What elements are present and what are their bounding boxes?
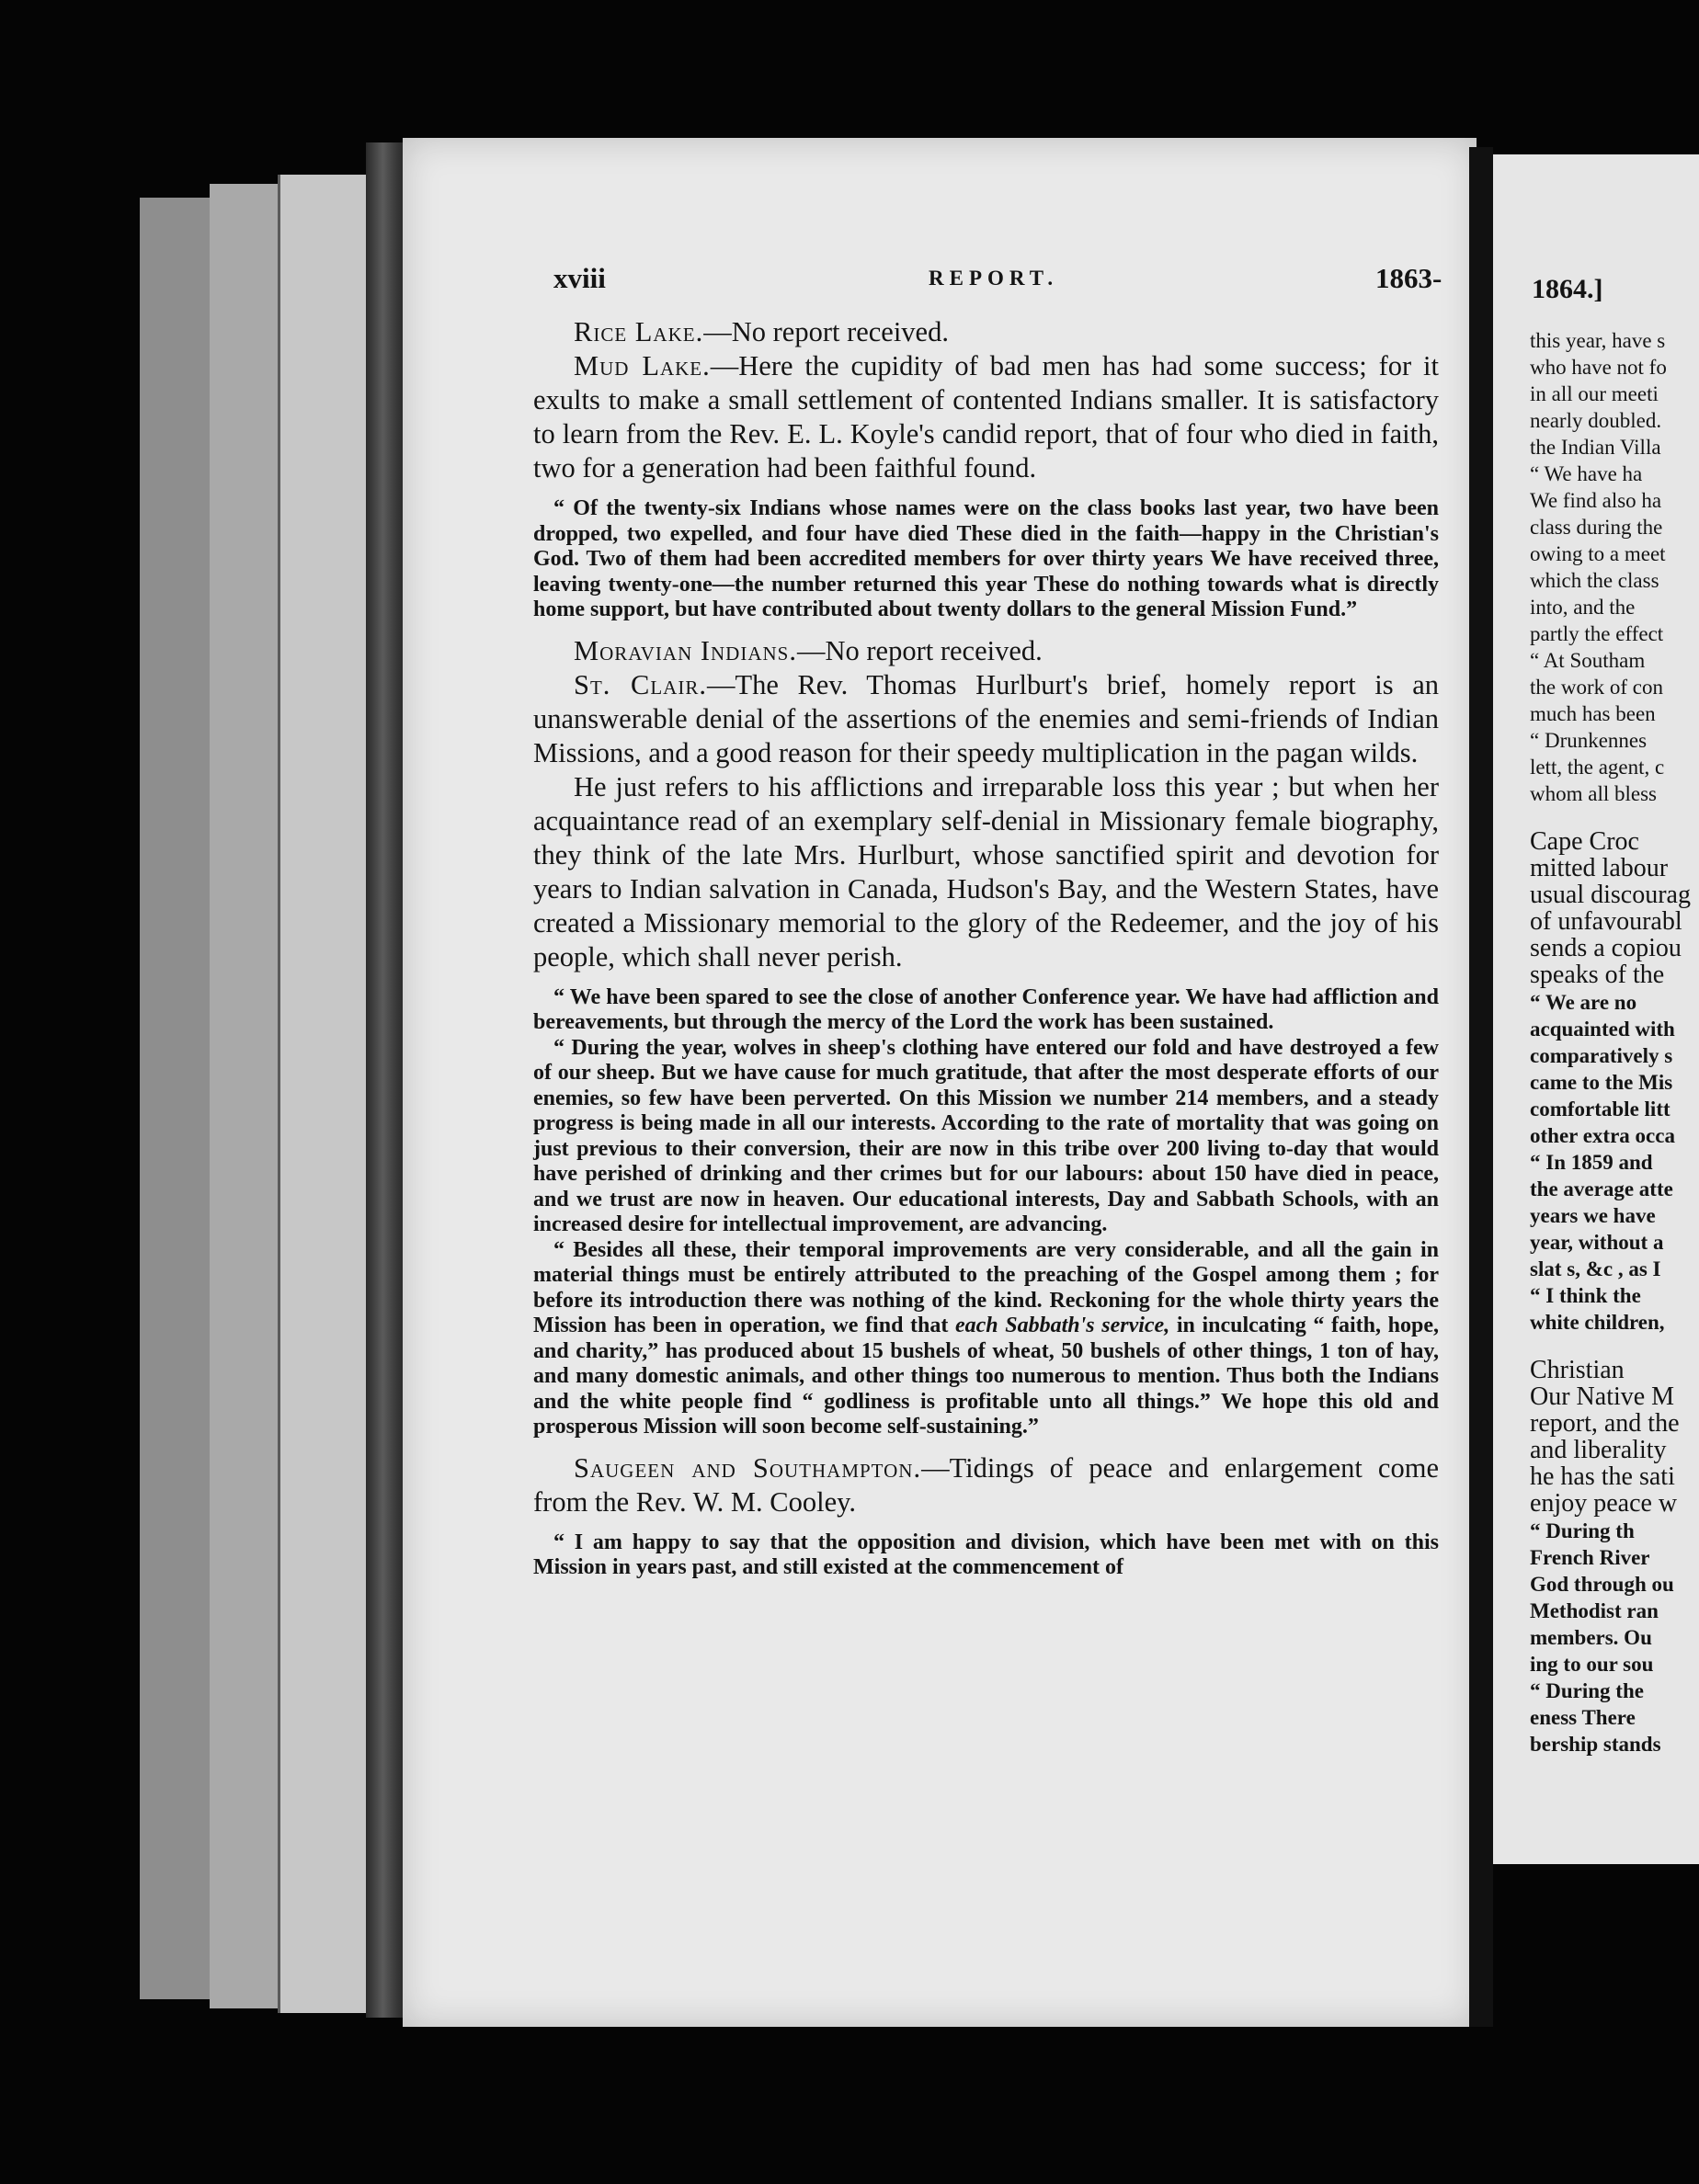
right-page-line: “ At Southam [1530, 649, 1646, 672]
book-edge-middle [210, 184, 278, 2008]
right-page [1493, 154, 1699, 1864]
main-text [533, 315, 1439, 1581]
page-year: 1863- [1375, 262, 1442, 294]
mud-lake-text: —Here the cupidity of bad men has had some success; for it exults to make a small settlement of contented Indians smaller. It is satisfactory to learn from the Rev. E. L. Koyle's candid report, that of four who died in faith, two for a generation had been faithful found. [533, 350, 1439, 483]
right-page-line: he has the sati [1530, 1462, 1675, 1491]
right-page-line: lett, the agent, c [1530, 756, 1665, 779]
right-page-line: whom all bless [1530, 782, 1657, 805]
right-page-line: comparatively s [1530, 1044, 1673, 1067]
mud-lake-quote: “ Of the twenty-six Indians whose names were on the class books last year, two have been dropped, two expelled, and four have died These died in the faith—happy in the Christian's God. Two of them had been accredited members for over thirty years We have received three, leaving twenty-one—the number returned this year These do nothing towards what is directly home support, but have contributed about twenty dollars to the general Mission Fund.” [533, 496, 1439, 621]
right-page-line: report, and the [1530, 1409, 1680, 1438]
saugeen-text: —Tidings of peace and enlargement come from the Rev. W. M. Cooley. [533, 1451, 1439, 1518]
right-page-line: partly the effect [1530, 622, 1664, 645]
right-page-line: and liberality [1530, 1436, 1667, 1464]
right-page-line: other extra occa [1530, 1124, 1675, 1147]
right-page-lines-1 [1530, 327, 1699, 807]
mud-lake-paragraph [533, 349, 1439, 485]
right-page-line: members. Ou [1530, 1626, 1652, 1649]
right-page-line: God through ou [1530, 1573, 1674, 1596]
st-clair-text: —The Rev. Thomas Hurlburt's brief, homely report is an unanswerable denial of the assertions of the enemies and semi-friends of Indian Missions, and a good reason for their speedy multiplication in the pagan wilds. [533, 668, 1439, 768]
right-page-line: slat s, &c , as I [1530, 1257, 1661, 1280]
right-page-line: usual discourag [1530, 881, 1691, 909]
st-clair-quote-2: “ During the year, wolves in sheep's clothing have entered our fold and have destroyed a few of our sheep. But we have cause for much gratitude, that after the most desperate efforts of our enemies, so few have been perverted. On this Mission we number 214 members, and a steady progress is being made in all our interests. According to the rate of mortality that was going on just previous to their conversion, their are now in this tribe over 200 living to-day that would have perished of drinking and ther crimes but for our labours: about 150 have died in peace, and we trust are now in heaven. Our educational interests, Day and Sabbath Schools, with an increased desire for intellectual improvement, are advancing. [533, 1035, 1439, 1236]
saugeen-title: Saugeen and Southampton. [574, 1451, 922, 1484]
right-page-line: which the class [1530, 569, 1659, 592]
right-page-line: speaks of the [1530, 961, 1665, 989]
right-page-line: nearly doubled. [1530, 409, 1662, 432]
st-clair-quote-1: “ We have been spared to see the close of another Conference year. We have had affliction and bereavements, but through the mercy of the Lord the work has been sustained. [533, 984, 1439, 1034]
right-page-line: “ Drunkennes [1530, 729, 1648, 752]
right-page-line: “ We are no [1530, 991, 1637, 1014]
right-page-header: 1864.] [1532, 274, 1603, 304]
right-page-line: Cape Croc [1530, 827, 1639, 856]
book-edge-inner [278, 175, 376, 2013]
right-page-line: the Indian Villa [1530, 436, 1661, 459]
saugeen-quote: “ I am happy to say that the opposition and division, which have been met with on this Mission in years past, and still existed at the commencement of [533, 1530, 1439, 1579]
saugeen-paragraph [533, 1451, 1439, 1519]
right-page-lines-4 [1530, 1348, 1699, 1518]
right-page-line: this year, have s [1530, 329, 1666, 352]
right-page-line: of unfavourabl [1530, 907, 1682, 936]
right-page-line: enjoy peace w [1530, 1489, 1678, 1518]
right-page-line: French River [1530, 1546, 1650, 1569]
right-page-line: who have not fo [1530, 356, 1667, 379]
right-page-line: We find also ha [1530, 489, 1662, 512]
right-page-line: acquainted with [1530, 1018, 1675, 1041]
right-page-line: the work of con [1530, 676, 1663, 699]
right-page-line: much has been [1530, 702, 1656, 725]
right-page-line: comfortable litt [1530, 1098, 1670, 1120]
right-page-line: bership stands [1530, 1733, 1661, 1756]
right-page-line: sends a copiou [1530, 934, 1682, 962]
right-page-line: ing to our sou [1530, 1653, 1654, 1676]
mud-lake-title: Mud Lake. [574, 350, 711, 381]
moravian-text: —No report received. [796, 634, 1043, 666]
right-page-line: owing to a meet [1530, 542, 1666, 565]
page-fold-shadow [1469, 147, 1493, 2027]
right-page-line: Christian [1530, 1356, 1625, 1384]
st-clair-quote-3-part-b: in inculcating “ faith, hope, and charity,” has produced about 15 bushels of wheat, 50 bushels of other things, 1 ton of hay, and many domestic animals, and other things too numerous to mention. Thus both the Indians and the white people find “ godliness is profitable unto all things.” We hope this old and prosperous Mission will soon become self-sustaining.” [533, 1314, 1439, 1439]
moravian-paragraph [533, 634, 1439, 668]
right-page-line: white children, [1530, 1311, 1665, 1334]
right-page-line: eness There [1530, 1706, 1636, 1729]
right-page-line: “ During the [1530, 1679, 1644, 1702]
right-page-line: “ We have ha [1530, 462, 1643, 485]
right-page-line: year, without a [1530, 1231, 1664, 1254]
right-page-line: “ I think the [1530, 1284, 1641, 1307]
right-page-text [1530, 327, 1699, 1757]
right-page-lines-3 [1530, 989, 1699, 1336]
st-clair-quote-3-part-a: “ Besides all these, their temporal improvements are very considerable, and all the gain in material things must be entirely attributed to the preaching of the Gospel among them ; for before its introduction there was nothing of the kind. Reckoning for the whole thirty years the Mission has been in operation, we find that [533, 1237, 1439, 1337]
right-page-line: Methodist ran [1530, 1599, 1659, 1622]
right-page-line: years we have [1530, 1204, 1656, 1227]
st-clair-paragraph-2: He just refers to his afflictions and irreparable loss this year ; but when her acquaintance read of an exemplary self-denial in Missionary female biography, they think of the late Mrs. Hurlburt, whose sanctified spirit and devotion for years to Indian salvation in Canada, Hudson's Bay, and the Western States, have created a Missionary memorial to the glory of the Redeemer, and the joy of his people, which shall never perish. [533, 770, 1439, 973]
right-page-lines-5 [1530, 1518, 1699, 1757]
right-page-line: into, and the [1530, 596, 1636, 619]
rice-lake-title: Rice Lake. [574, 316, 704, 347]
right-page-lines-2 [1530, 820, 1699, 989]
moravian-title: Moravian Indians. [574, 634, 797, 666]
right-page-line: mitted labour [1530, 854, 1669, 882]
right-page-line: the average atte [1530, 1177, 1673, 1200]
book-edge-outer [140, 198, 210, 1999]
st-clair-quote-3 [533, 1238, 1439, 1440]
right-page-line: came to the Mis [1530, 1071, 1673, 1094]
right-page-line: in all our meeti [1530, 382, 1659, 405]
st-clair-paragraph [533, 668, 1439, 770]
page-number: xviii [553, 262, 606, 294]
right-page-line: “ In 1859 and [1530, 1151, 1653, 1174]
right-page-line: “ During th [1530, 1519, 1635, 1542]
running-title: REPORT. [929, 267, 1059, 290]
rice-lake-paragraph [533, 315, 1439, 349]
right-page-line: Our Native M [1530, 1382, 1675, 1411]
st-clair-quote-3-emphasis: each Sabbath's service, [954, 1314, 1170, 1337]
right-page-line: class during the [1530, 516, 1663, 539]
rice-lake-text: —No report received. [703, 316, 949, 347]
st-clair-title: St. Clair. [574, 668, 707, 700]
